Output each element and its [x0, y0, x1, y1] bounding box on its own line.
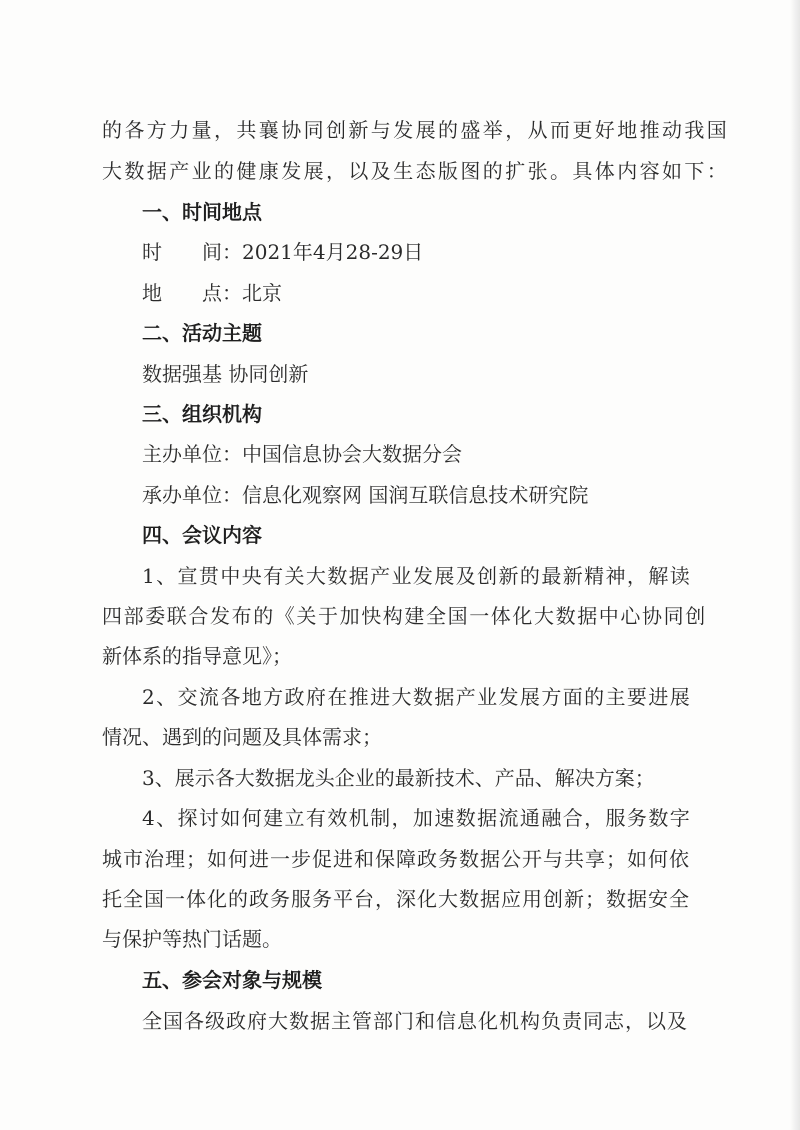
- content-item-1-line: 1、宣贯中央有关大数据产业发展及创新的最新精神，解读: [142, 564, 692, 588]
- section-heading-theme: 二、活动主题: [142, 321, 262, 345]
- section-heading-content: 四、会议内容: [142, 523, 262, 547]
- place-field: 地 点：北京: [142, 281, 282, 305]
- time-field: 时 间：2021年4月28-29日: [142, 240, 424, 264]
- section-heading-organizers: 三、组织机构: [142, 402, 262, 426]
- content-item-1-line: 四部委联合发布的《关于加快构建全国一体化大数据中心协同创: [102, 604, 707, 628]
- content-item-4-line: 城市治理；如何进一步促进和保障政务数据公开与共享；如何依: [102, 847, 690, 871]
- content-item-2-line: 情况、遇到的问题及具体需求；: [102, 725, 382, 749]
- body-text-line: 的各方力量，共襄协同创新与发展的盛举，从而更好地推动我国: [102, 118, 730, 142]
- section-heading-time-place: 一、时间地点: [142, 200, 262, 224]
- content-item-2-line: 2、交流各地方政府在推进大数据产业发展方面的主要进展: [142, 685, 692, 709]
- host-unit: 主办单位：中国信息协会大数据分会: [142, 442, 462, 466]
- content-item-4-line: 与保护等热门话题。: [102, 927, 282, 951]
- body-text-line: 大数据产业的健康发展，以及生态版图的扩张。具体内容如下：: [102, 159, 730, 183]
- content-item-4-line: 托全国一体化的政务服务平台，深化大数据应用创新；数据安全: [102, 887, 690, 911]
- theme-text: 数据强基 协同创新: [142, 362, 309, 386]
- content-item-1-line: 新体系的指导意见》；: [102, 644, 292, 668]
- content-item-3-line: 3、展示各大数据龙头企业的最新技术、产品、解决方案；: [142, 766, 655, 790]
- page-edge-shadow: [790, 0, 800, 1130]
- content-item-4-line: 4、探讨如何建立有效机制，加速数据流通融合，服务数字: [142, 806, 692, 830]
- organizer-unit: 承办单位：信息化观察网 国润互联信息技术研究院: [142, 483, 589, 507]
- section-heading-participants: 五、参会对象与规模: [142, 968, 322, 992]
- participants-text-line: 全国各级政府大数据主管部门和信息化机构负责同志，以及: [142, 1009, 688, 1033]
